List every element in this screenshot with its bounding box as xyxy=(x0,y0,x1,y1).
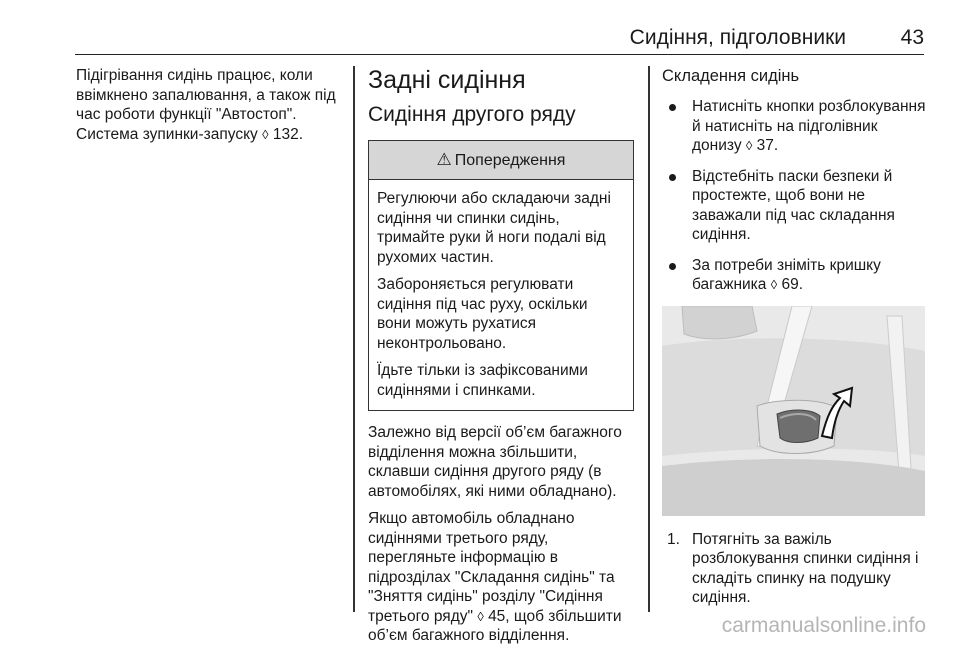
warning-paragraph: Регулюючи або складаючи задні сидіння чи спинки сидінь, тримайте руки й ноги подалі від рухомих частин. xyxy=(377,190,611,266)
page-ref-icon: ◊ xyxy=(745,138,753,153)
list-item: Натисніть кнопки розблокування й натисніть на підголівник донизу ◊ 37. xyxy=(662,97,927,156)
step-number: 1. xyxy=(667,530,680,548)
warning-paragraph: Їдьте тільки із зафіксованими сидіннями і спинками. xyxy=(377,362,588,399)
body-paragraph: Залежно від версії об’єм багажного відділення можна збільшити, склавши сидіння другого ряду (в автомобілях, які ними обладнано). xyxy=(368,424,622,500)
column-right xyxy=(662,66,927,608)
warning-triangle-icon: ⚠ xyxy=(436,150,452,169)
list-item: Відстебніть паски безпеки й простежте, щоб вони не заважали під час складання сидіння. xyxy=(662,167,927,245)
column-middle xyxy=(368,66,634,654)
subsection-heading: Складення сидінь xyxy=(662,67,800,85)
seat-release-lever-illustration xyxy=(662,306,925,516)
warning-header xyxy=(369,141,633,180)
page-ref-link[interactable]: 132. xyxy=(272,125,304,143)
page-header xyxy=(75,24,924,55)
list-item: За потреби зніміть кришку багажника ◊ 69. xyxy=(662,256,927,295)
page-ref-link[interactable]: 69. xyxy=(781,276,804,293)
list-item: 1. Потягніть за важіль розблокування спинки сидіння і складіть спинку на подушку сидіння. xyxy=(667,530,919,606)
column-left xyxy=(76,66,344,152)
page-number: 43 xyxy=(900,26,924,49)
warning-body xyxy=(369,180,633,410)
step-list xyxy=(662,530,927,608)
section-heading: Задні сидіння xyxy=(368,66,526,94)
heated-seats-paragraph: Підігрівання сидінь працює, коли ввімкнено запалювання, а також під час роботи функції "Автостоп". Система зупинки-запуску ◊ 132. xyxy=(76,67,336,143)
warning-box xyxy=(368,140,634,411)
page-ref-icon: ◊ xyxy=(477,608,484,624)
column-divider xyxy=(648,66,650,612)
page-ref-icon: ◊ xyxy=(262,126,269,142)
subsection-heading: Сидіння другого ряду xyxy=(368,103,576,126)
page-ref-icon: ◊ xyxy=(770,277,778,292)
body-paragraph: Якщо автомобіль обладнано сидіннями третього ряду, перегляньте інформацію в підрозділах "Складання сидінь" та "Зняття сидінь" розділу "Сидіння третього ряду" ◊ 45, щоб збільшити об’єм багажного відділення. xyxy=(368,510,622,644)
page-ref-link[interactable]: 37. xyxy=(756,137,779,154)
bullet-list xyxy=(662,97,927,295)
warning-title: Попередження xyxy=(454,152,566,169)
section-title: Сидіння, підголовники xyxy=(629,26,846,49)
seat-illustration xyxy=(662,306,925,516)
watermark: carmanualsonline.info xyxy=(721,614,926,637)
page-ref-link[interactable]: 45, щоб збільшити об’єм багажного відділення. xyxy=(368,607,622,644)
column-divider xyxy=(353,66,355,612)
warning-paragraph: Забороняється регулювати сидіння під час руху, оскільки вони можуть рухатися неконтрольовано. xyxy=(377,276,588,352)
